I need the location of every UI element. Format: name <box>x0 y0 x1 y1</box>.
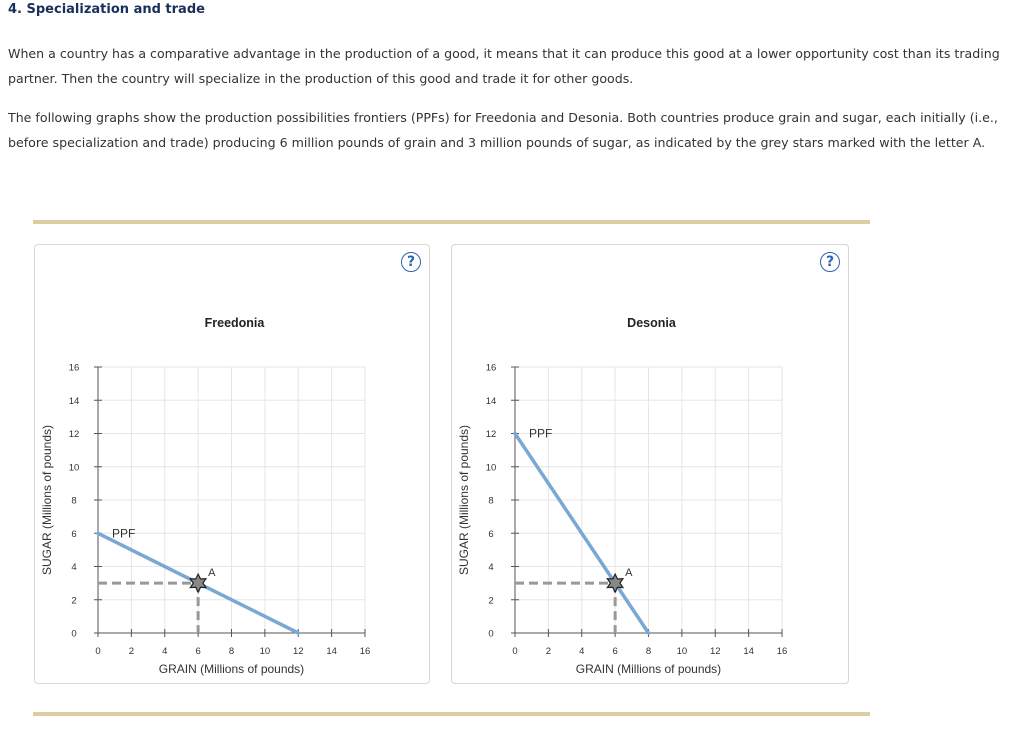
x-tick-label: 12 <box>292 646 304 657</box>
top-divider <box>33 220 870 224</box>
y-tick-label: 10 <box>68 462 80 474</box>
x-tick-label: 10 <box>676 646 688 657</box>
x-tick-label: 12 <box>709 646 721 657</box>
y-tick-label: 14 <box>485 395 497 407</box>
chart-title: Freedonia <box>204 316 265 330</box>
point-a-star <box>190 574 206 592</box>
y-tick-label: 2 <box>488 595 494 607</box>
y-tick-label: 8 <box>71 495 77 507</box>
x-tick-label: 14 <box>743 646 754 657</box>
freedonia-chart-panel <box>34 244 430 684</box>
ppf-label: PPF <box>112 526 136 541</box>
x-axis-label: GRAIN (Millions of pounds) <box>158 662 305 676</box>
y-tick-label: 16 <box>485 362 497 374</box>
x-tick-label: 0 <box>512 646 518 657</box>
intro-paragraph: When a country has a comparative advantage in the production of a good, it means that it can produce this good at a lower opportunity cost than its trading partner. Then the country will specialize in the production of this good and trade it for other goods. <box>8 46 1000 86</box>
y-tick-label: 6 <box>488 528 494 540</box>
y-tick-label: 4 <box>488 562 494 573</box>
x-axis-label: GRAIN (Millions of pounds) <box>575 662 722 676</box>
bottom-divider <box>33 712 870 716</box>
x-tick-label: 4 <box>579 646 585 657</box>
point-a-label: A <box>208 567 216 580</box>
x-tick-label: 0 <box>95 646 101 657</box>
y-tick-label: 12 <box>68 429 80 440</box>
x-tick-label: 6 <box>612 646 618 657</box>
x-tick-label: 6 <box>195 646 201 657</box>
y-tick-label: 16 <box>68 362 80 374</box>
y-tick-label: 10 <box>485 462 497 474</box>
y-tick-label: 14 <box>68 395 80 407</box>
y-tick-label: 0 <box>71 628 77 640</box>
y-tick-label: 2 <box>71 595 77 607</box>
chart-title: Desonia <box>627 316 676 330</box>
description-paragraph: The following graphs show the production possibilities frontiers (PPFs) for Freedonia and Desonia. Both countries produce grain and sugar, each initially (i.e., before specialization and trade) producing 6 million pounds of grain and 3 million pounds of sugar, as indicated by the grey stars marked with the letter A. <box>8 110 998 150</box>
x-tick-label: 8 <box>645 646 652 657</box>
x-tick-label: 2 <box>128 646 135 657</box>
freedonia-chart <box>35 245 431 685</box>
ppf-label: PPF <box>529 426 553 441</box>
help-icon[interactable]: ? <box>820 252 840 272</box>
desonia-chart <box>452 245 850 685</box>
x-tick-label: 2 <box>545 646 552 657</box>
y-axis-label: SUGAR (Millions of pounds) <box>457 424 471 576</box>
x-tick-label: 14 <box>326 646 337 657</box>
y-tick-label: 0 <box>488 628 494 640</box>
x-tick-label: 10 <box>259 646 271 657</box>
x-tick-label: 4 <box>162 646 168 657</box>
y-tick-label: 12 <box>485 429 497 440</box>
desonia-chart-panel <box>451 244 849 684</box>
y-tick-label: 8 <box>488 495 494 507</box>
x-tick-label: 16 <box>359 646 371 657</box>
x-tick-label: 16 <box>776 646 788 657</box>
x-tick-label: 8 <box>228 646 235 657</box>
y-tick-label: 4 <box>71 562 77 573</box>
y-axis-label: SUGAR (Millions of pounds) <box>40 424 54 576</box>
point-a-label: A <box>625 567 633 580</box>
y-tick-label: 6 <box>71 528 77 540</box>
page-heading: 4. Specialization and trade <box>8 2 205 17</box>
help-icon[interactable]: ? <box>401 252 421 272</box>
